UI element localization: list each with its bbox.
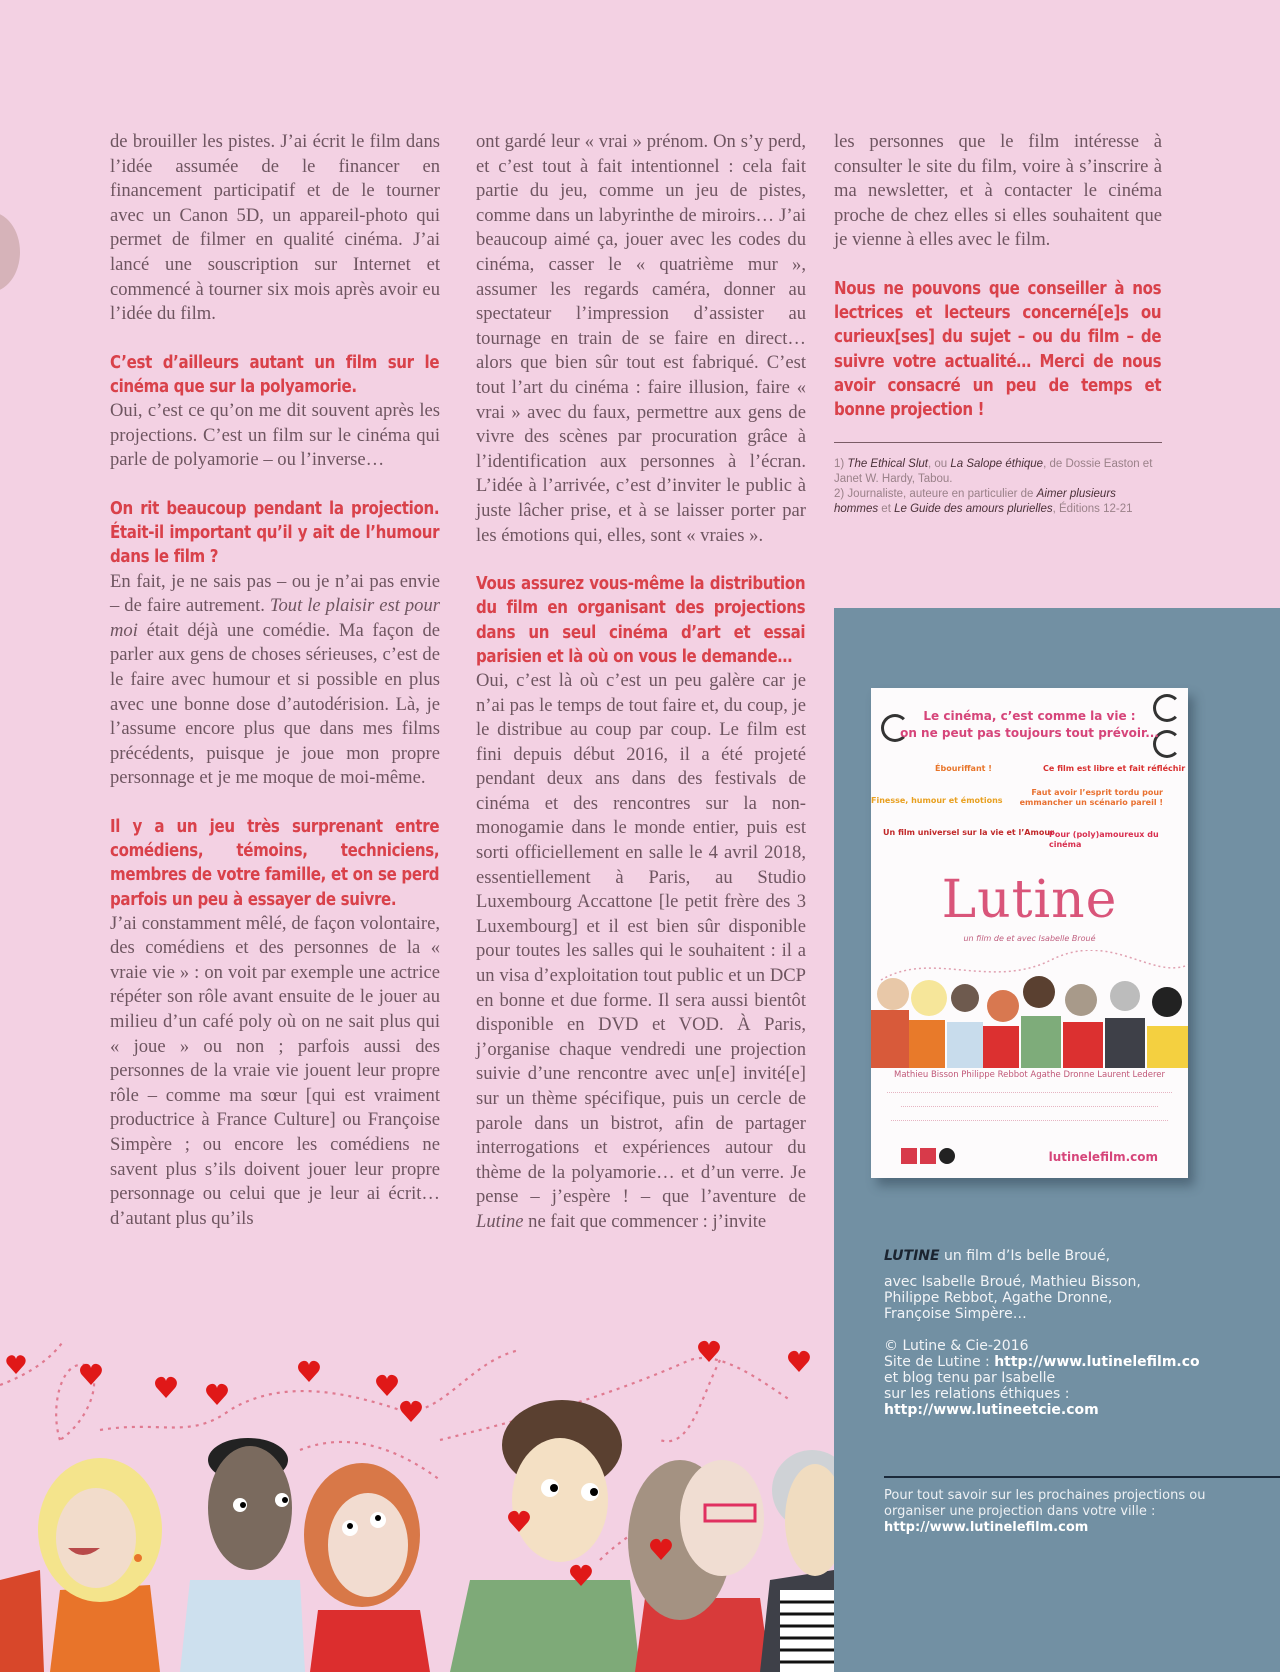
closing-statement: Nous ne pouvons que conseiller à nos lectrices et lecteurs concerné[e]s ou curieux[ses] du sujet – ou du film – de suivre votre actualité… Merci de nous avoir consacré un peu de temps et bonne projection ! [834, 278, 1162, 420]
decorative-circle [0, 212, 20, 292]
film-brand: LUTINE [884, 1248, 940, 1264]
interview-answer: J’ai constamment mêlé, de façon volontaire, des comédiens et des personnes de la « vraie vie » : on voit par exemple une actrice répéter son rôle avant ensuite de le jouer au milieu d’un café poly où on ne sait plus qui « joue » ou non ; parfois aussi des personnes de la vraie vie jouent leur propre rôle – comme ma sœur [qui est vraiment productrice à France Culture] ou Françoise Simpère ; ou encore les comédiens ne savent plus s’ils doivent jouer leur propre personnage ou celui que je leur ai écrit… d’autant plus qu’ils [110, 912, 440, 1229]
heart-icon [80, 1364, 102, 1385]
film-info-sidebar [834, 608, 1280, 1672]
site-label: Site de Lutine : [884, 1354, 995, 1370]
info-line: Pour tout savoir sur les prochaines projections ou [884, 1488, 1206, 1503]
info-divider [884, 1476, 1280, 1478]
poster-fine-print [881, 1084, 1178, 1134]
interview-answer [476, 669, 806, 1235]
interview-answer: Oui, c’est ce qu’on me dit souvent après les projections. C’est un film sur le cinéma qui parle de polyamorie – ou l’inverse… [110, 400, 440, 471]
footnotes-divider [834, 442, 1162, 443]
paragraph: ont gardé leur « vrai » prénom. On s’y perd, et c’est tout à fait intentionnel : cela fait partie du jeu, comme un jeu de pistes, comme dans un labyrinthe de miroirs… J’ai beaucoup aimé ça, jouer avec les codes du cinéma, casser le « quatrième mur », assumer les regards caméra, donner au spectateur l’impression d’assister au tournage en train de se faire en direct… alors que bien sûr tout est fabriqué. C’est tout l’art du cinéma : faire illusion, faire « vrai » avec du faux, permettre aux gens de vivre des scènes par procuration grâce à l’identification aux personnes à l’écran. L’idée à l’arrivée, c’est d’inviter le public à juste lâcher prise, et à se laisser porter par les émotions qui, elles, sont « vraies ». [476, 131, 806, 546]
paragraph: de brouiller les pistes. J’ai écrit le film dans l’idée assumée de le financer en financement participatif et de le tourner avec un Canon 5D, un appareil-photo qui permet de filmer en qualité cinéma. J’ai lancé une souscription sur Internet et commencé à tourner six mois après avoir eu l’idée du film. [110, 131, 440, 325]
screening-info [884, 1488, 1280, 1536]
person-dark-face [208, 1446, 292, 1570]
poster-quote: Finesse, humour et émotions [871, 796, 1003, 805]
heart-icon [6, 1355, 25, 1374]
blog-line: sur les relations éthiques : [884, 1386, 1070, 1402]
interview-question: Vous assurez vous-même la distribution du film en organisant des projections dans un seul cinéma d’art et essai parisien et là où on vous le demande… [476, 574, 806, 667]
credits-cast-line: Philippe Rebbot, Agathe Dronne, [884, 1290, 1113, 1306]
heart-trail [660, 1360, 720, 1441]
person-red-shirt [310, 1610, 430, 1672]
credits-director: un film d’Is belle Broué, [939, 1248, 1111, 1264]
poster-cast: Mathieu Bisson Philippe Rebbot Agathe Dronne Laurent Lederer [894, 1070, 1165, 1080]
person-green-shirt [450, 1580, 640, 1672]
person-glasses-face [680, 1460, 764, 1576]
heart-icon [206, 1384, 228, 1405]
person-red-face [328, 1493, 408, 1597]
blog-line: et blog tenu par Isabelle [884, 1370, 1056, 1386]
poster-quote: Pour (poly)amoureux du cinéma [1049, 830, 1159, 849]
screenings-link[interactable]: http://www.lutinelefilm.com [884, 1520, 1089, 1535]
heart-icon [155, 1377, 177, 1398]
person-blue-shirt [180, 1580, 305, 1672]
film-poster [871, 688, 1188, 1178]
answer-text: était déjà une comédie. Ma façon de parler aux gens de choses sérieuses, c’est de le faire avec humour et si possible en plus avec une bonne dose d’autodérision. Là, je l’assume encore plus que dans mes films précédents, puisque je joue mon propre personnage et je me moque de moi-même. [110, 619, 440, 789]
poster-tagline: Le cinéma, c’est comme la vie : on ne peut pas toujours tout prévoir... [900, 709, 1159, 740]
film-credits [884, 1248, 1274, 1418]
footnote-2: 2) Journaliste, auteure en particulier de Aimer plusieurs hommes et Le Guide des amours plurielles, Éditions 12-21 [834, 488, 1133, 516]
poster-quote: Un film universel sur la vie et l’Amour [883, 828, 1054, 837]
poster-website: lutinelefilm.com [1048, 1150, 1158, 1164]
poster-sponsor-logos [901, 1148, 955, 1164]
interview-question: C’est d’ailleurs autant un film sur le cinéma que sur la polyamorie. [110, 352, 440, 397]
film-title-italic: Tout le plaisir est pour moi [110, 595, 440, 641]
person-blonde-face [56, 1488, 136, 1588]
interview-question: Il y a un jeu très surprenant entre comédiens, témoins, techniciens, membres de votre famille, et on se perd parfois un peu à essayer de suivre. [110, 816, 440, 910]
film-title-italic: Lutine [476, 1210, 524, 1232]
answer-text: Oui, c’est là où c’est un peu galère car je n’ai pas le temps de tout faire et, du coup, je le distribue au coup par coup. Le film est fini depuis début 2016, il a été projeté pendant deux ans dans des festivals de cinéma et des rencontres sur la non-monogamie dans le monde entier, puis est sorti officiellement en salle le 4 avril 2018, essentiellement à Paris, au Studio Luxembourg Accattone [le petit frère des 3 Luxembourg] et il est bien sûr disponible pour toutes les salles qui le souhaitent : il a un visa d’exploitation tout public et un DCP en bonne et due forme. Il sera aussi bientôt disponible en DVD et VOD. À Paris, j’organise chaque vendredi une projection suivie d’une rencontre avec un[e] invité[e] sur un thème spécifique, puis un cercle de parole dans un bistrot, afin de partager interrogations et expériences autour du thème de la polyamorie… et d’un verre. Je pense – j’espère ! – que l’aventure de [476, 669, 806, 1208]
paragraph: les personnes que le film intéresse à consulter le site du film, voire à s’inscrire à ma newsletter, et à contacter le cinéma proche de chez elles si elles souhaitent que je vienne à elles avec le film. [834, 131, 1162, 251]
article-column-2 [476, 130, 806, 1235]
person-left-edge [0, 1570, 44, 1672]
poster-quote: Faut avoir l’esprit tordu pour emmancher un scénario pareil ! [1019, 788, 1163, 807]
credits-cast-line: avec Isabelle Broué, Mathieu Bisson, [884, 1274, 1141, 1290]
interview-question: On rit beaucoup pendant la projection. Était-il important qu’il y ait de l’humour dans le film ? [110, 498, 440, 568]
heart-icon [376, 1375, 398, 1396]
heart-icon [400, 1401, 422, 1422]
poster-subtitle: un film de et avec Isabelle Broué [963, 934, 1096, 943]
film-site-link[interactable]: http://www.lutinelefilm.co [994, 1354, 1200, 1370]
poster-quote: Ébouriffant ! [935, 764, 992, 773]
poster-quote: Ce film est libre et fait réfléchir [1043, 764, 1186, 773]
interview-answer [110, 570, 440, 791]
answer-text: ne fait que commencer : j’invite [523, 1210, 767, 1232]
article-column-3 [834, 130, 1162, 517]
blog-link[interactable]: http://www.lutineetcie.com [884, 1402, 1099, 1418]
footnote-1: 1) The Ethical Slut, ou La Salope éthique, de Dossie Easton et Janet W. Hardy, Tabou. [834, 458, 1153, 486]
credits-cast-line: Françoise Simpère… [884, 1306, 1027, 1322]
heart-icon [788, 1351, 810, 1372]
earring [134, 1554, 142, 1562]
heart-icon [298, 1361, 320, 1382]
answer-text: En fait, je ne sais pas – ou je n’ai pas envie – de faire autrement. [110, 570, 440, 617]
poster-characters-illustration [871, 950, 1188, 1068]
article-column-1 [110, 130, 440, 1231]
poster-title: Lutine [941, 870, 1118, 930]
copyright: © Lutine & Cie-2016 [884, 1338, 1029, 1354]
characters-illustration [0, 1340, 834, 1672]
info-line: organiser une projection dans votre ville : [884, 1504, 1156, 1519]
